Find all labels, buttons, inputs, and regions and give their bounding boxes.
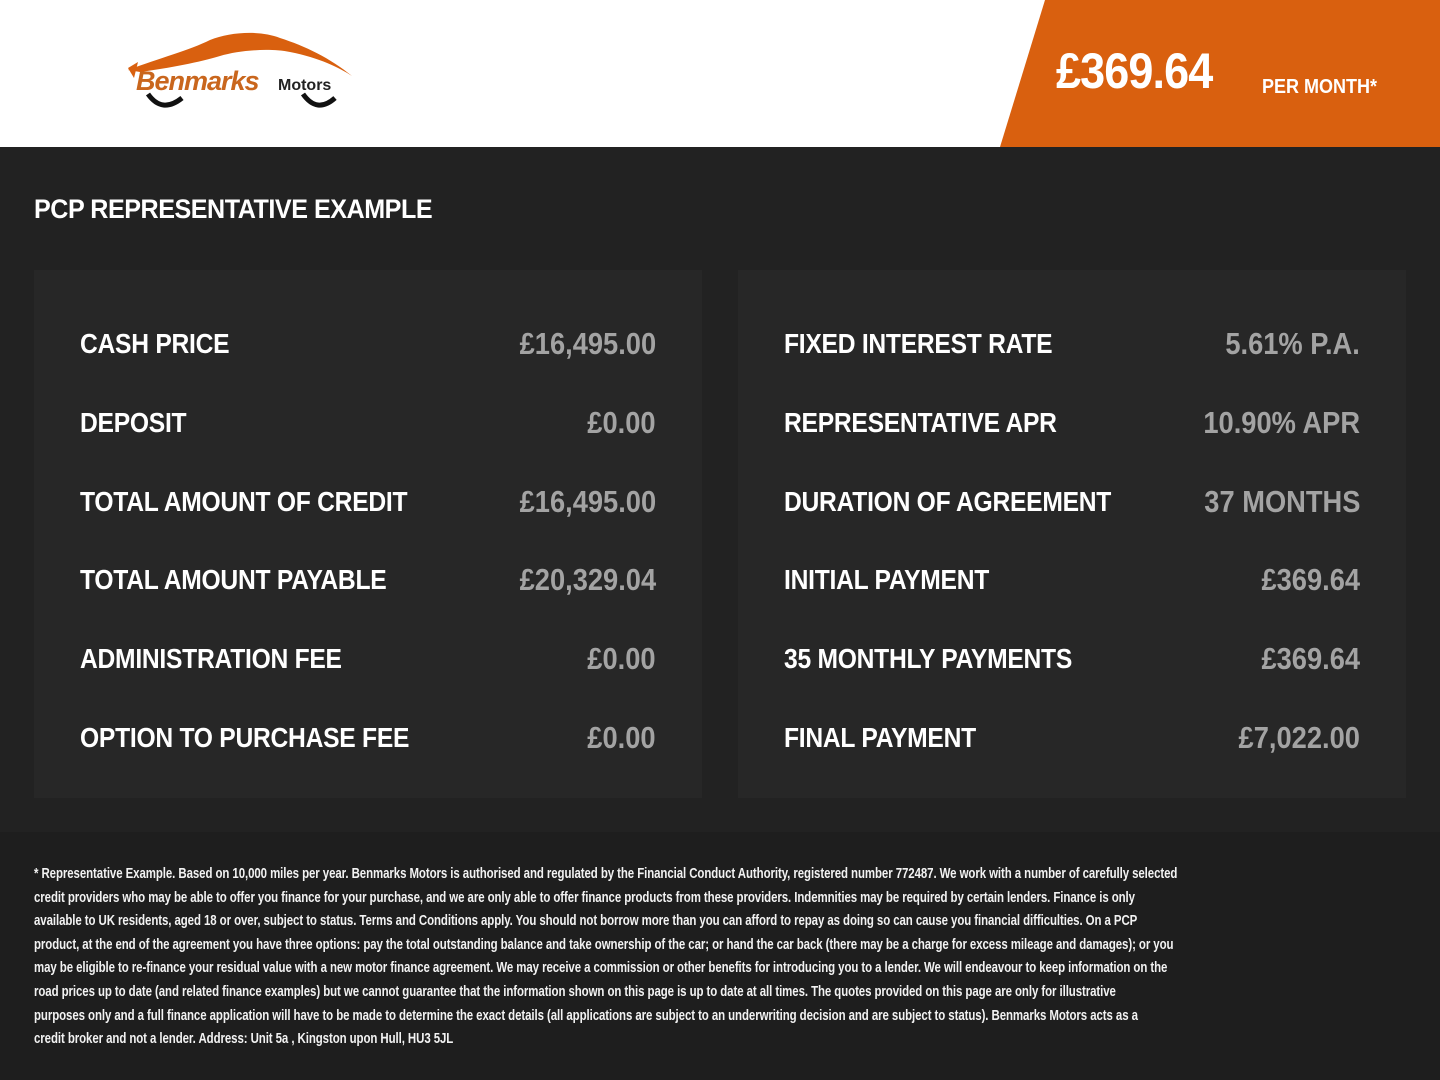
finance-row <box>784 643 1360 683</box>
row-value: 37 MONTHS <box>1203 484 1360 519</box>
row-label: OPTION TO PURCHASE FEE <box>80 722 410 753</box>
row-label: DURATION OF AGREEMENT <box>784 486 1112 517</box>
benmarks-motors-logo[interactable] <box>120 28 370 123</box>
svg-text:Motors: Motors <box>278 77 332 94</box>
finance-row <box>784 564 1360 604</box>
row-label: TOTAL AMOUNT PAYABLE <box>80 564 387 595</box>
row-value: 5.61% P.A. <box>1225 326 1360 361</box>
finance-row <box>784 407 1360 447</box>
row-value: 10.90% APR <box>1203 405 1360 440</box>
row-value: £16,495.00 <box>519 326 656 361</box>
finance-row <box>80 564 656 604</box>
finance-panel-right <box>738 270 1406 798</box>
row-label: FINAL PAYMENT <box>784 722 976 753</box>
row-label: CASH PRICE <box>80 328 230 359</box>
row-value: £20,329.04 <box>519 562 656 597</box>
disclaimer-line: * Representative Example. Based on 10,000 miles per year. Benmarks Motors is authorised and regulated by the Financial Conduct Authority, registered number 772487. We work with a number of carefully selected <box>34 866 1178 882</box>
row-label: ADMINISTRATION FEE <box>80 643 342 674</box>
row-value: £16,495.00 <box>519 484 656 519</box>
finance-row <box>80 486 656 526</box>
row-label: INITIAL PAYMENT <box>784 564 990 595</box>
row-label: 35 MONTHLY PAYMENTS <box>784 643 1073 674</box>
finance-panel-left <box>34 270 702 798</box>
finance-row <box>80 722 656 762</box>
disclaimer-line: may be eligible to re-finance your residual value with a new motor finance agreement. We may receive a commission or other benefits for introducing you to a lender. We will endeavour to keep information on the <box>34 960 1168 977</box>
finance-row <box>784 722 1360 762</box>
row-value: £0.00 <box>587 641 656 676</box>
row-label: REPRESENTATIVE APR <box>784 407 1057 438</box>
disclaimer-line: credit providers who may be able to offer you finance for your purchase, and we are only able to offer finance products from these providers. Indemnities may be required by certain lenders. Finance is only <box>34 889 1135 906</box>
disclaimer-line: credit broker and not a lender. Address: Unit 5a , Kingston upon Hull, HU3 5JL <box>34 1031 454 1048</box>
row-value: £7,022.00 <box>1238 720 1360 755</box>
finance-row <box>80 328 656 368</box>
disclaimer <box>34 866 1334 1055</box>
row-value: £369.64 <box>1261 562 1360 597</box>
row-value: £0.00 <box>587 720 656 755</box>
page-title: PCP REPRESENTATIVE EXAMPLE <box>34 194 433 224</box>
row-label: TOTAL AMOUNT OF CREDIT <box>80 486 408 517</box>
row-value: £0.00 <box>587 405 656 440</box>
row-label: DEPOSIT <box>80 407 187 438</box>
finance-example <box>0 147 1440 832</box>
monthly-price: £369.64 <box>1056 43 1213 99</box>
finance-row <box>784 328 1360 368</box>
row-label: FIXED INTEREST RATE <box>784 328 1053 359</box>
per-month-label: PER MONTH* <box>1262 76 1378 98</box>
disclaimer-line: road prices up to date (and related finance examples) but we cannot guarantee that the information shown on this page is up to date at all times. The quotes provided on this page are only for illustrative <box>34 983 1116 1000</box>
disclaimer-line: product, at the end of the agreement you have three options: pay the total outstanding balance and take ownership of the car; or hand the car back (there may be a charge for excess mileage and damages); or you <box>34 936 1174 953</box>
disclaimer-line: purposes only and a full finance application will have to be made to determine the exact details (all applications are subject to an underwriting decision and are subject to status). Benmarks Motors acts as a <box>34 1007 1138 1024</box>
finance-row <box>784 486 1360 526</box>
disclaimer-line: available to UK residents, aged 18 or over, subject to status. Terms and Conditions apply. You should not borrow more than you can afford to repay as doing so can cause you financial difficulties. On a PCP <box>34 913 1138 930</box>
row-value: £369.64 <box>1261 641 1360 676</box>
finance-row <box>80 643 656 683</box>
finance-row <box>80 407 656 447</box>
header <box>0 0 1440 147</box>
svg-text:Benmarks: Benmarks <box>136 66 259 96</box>
